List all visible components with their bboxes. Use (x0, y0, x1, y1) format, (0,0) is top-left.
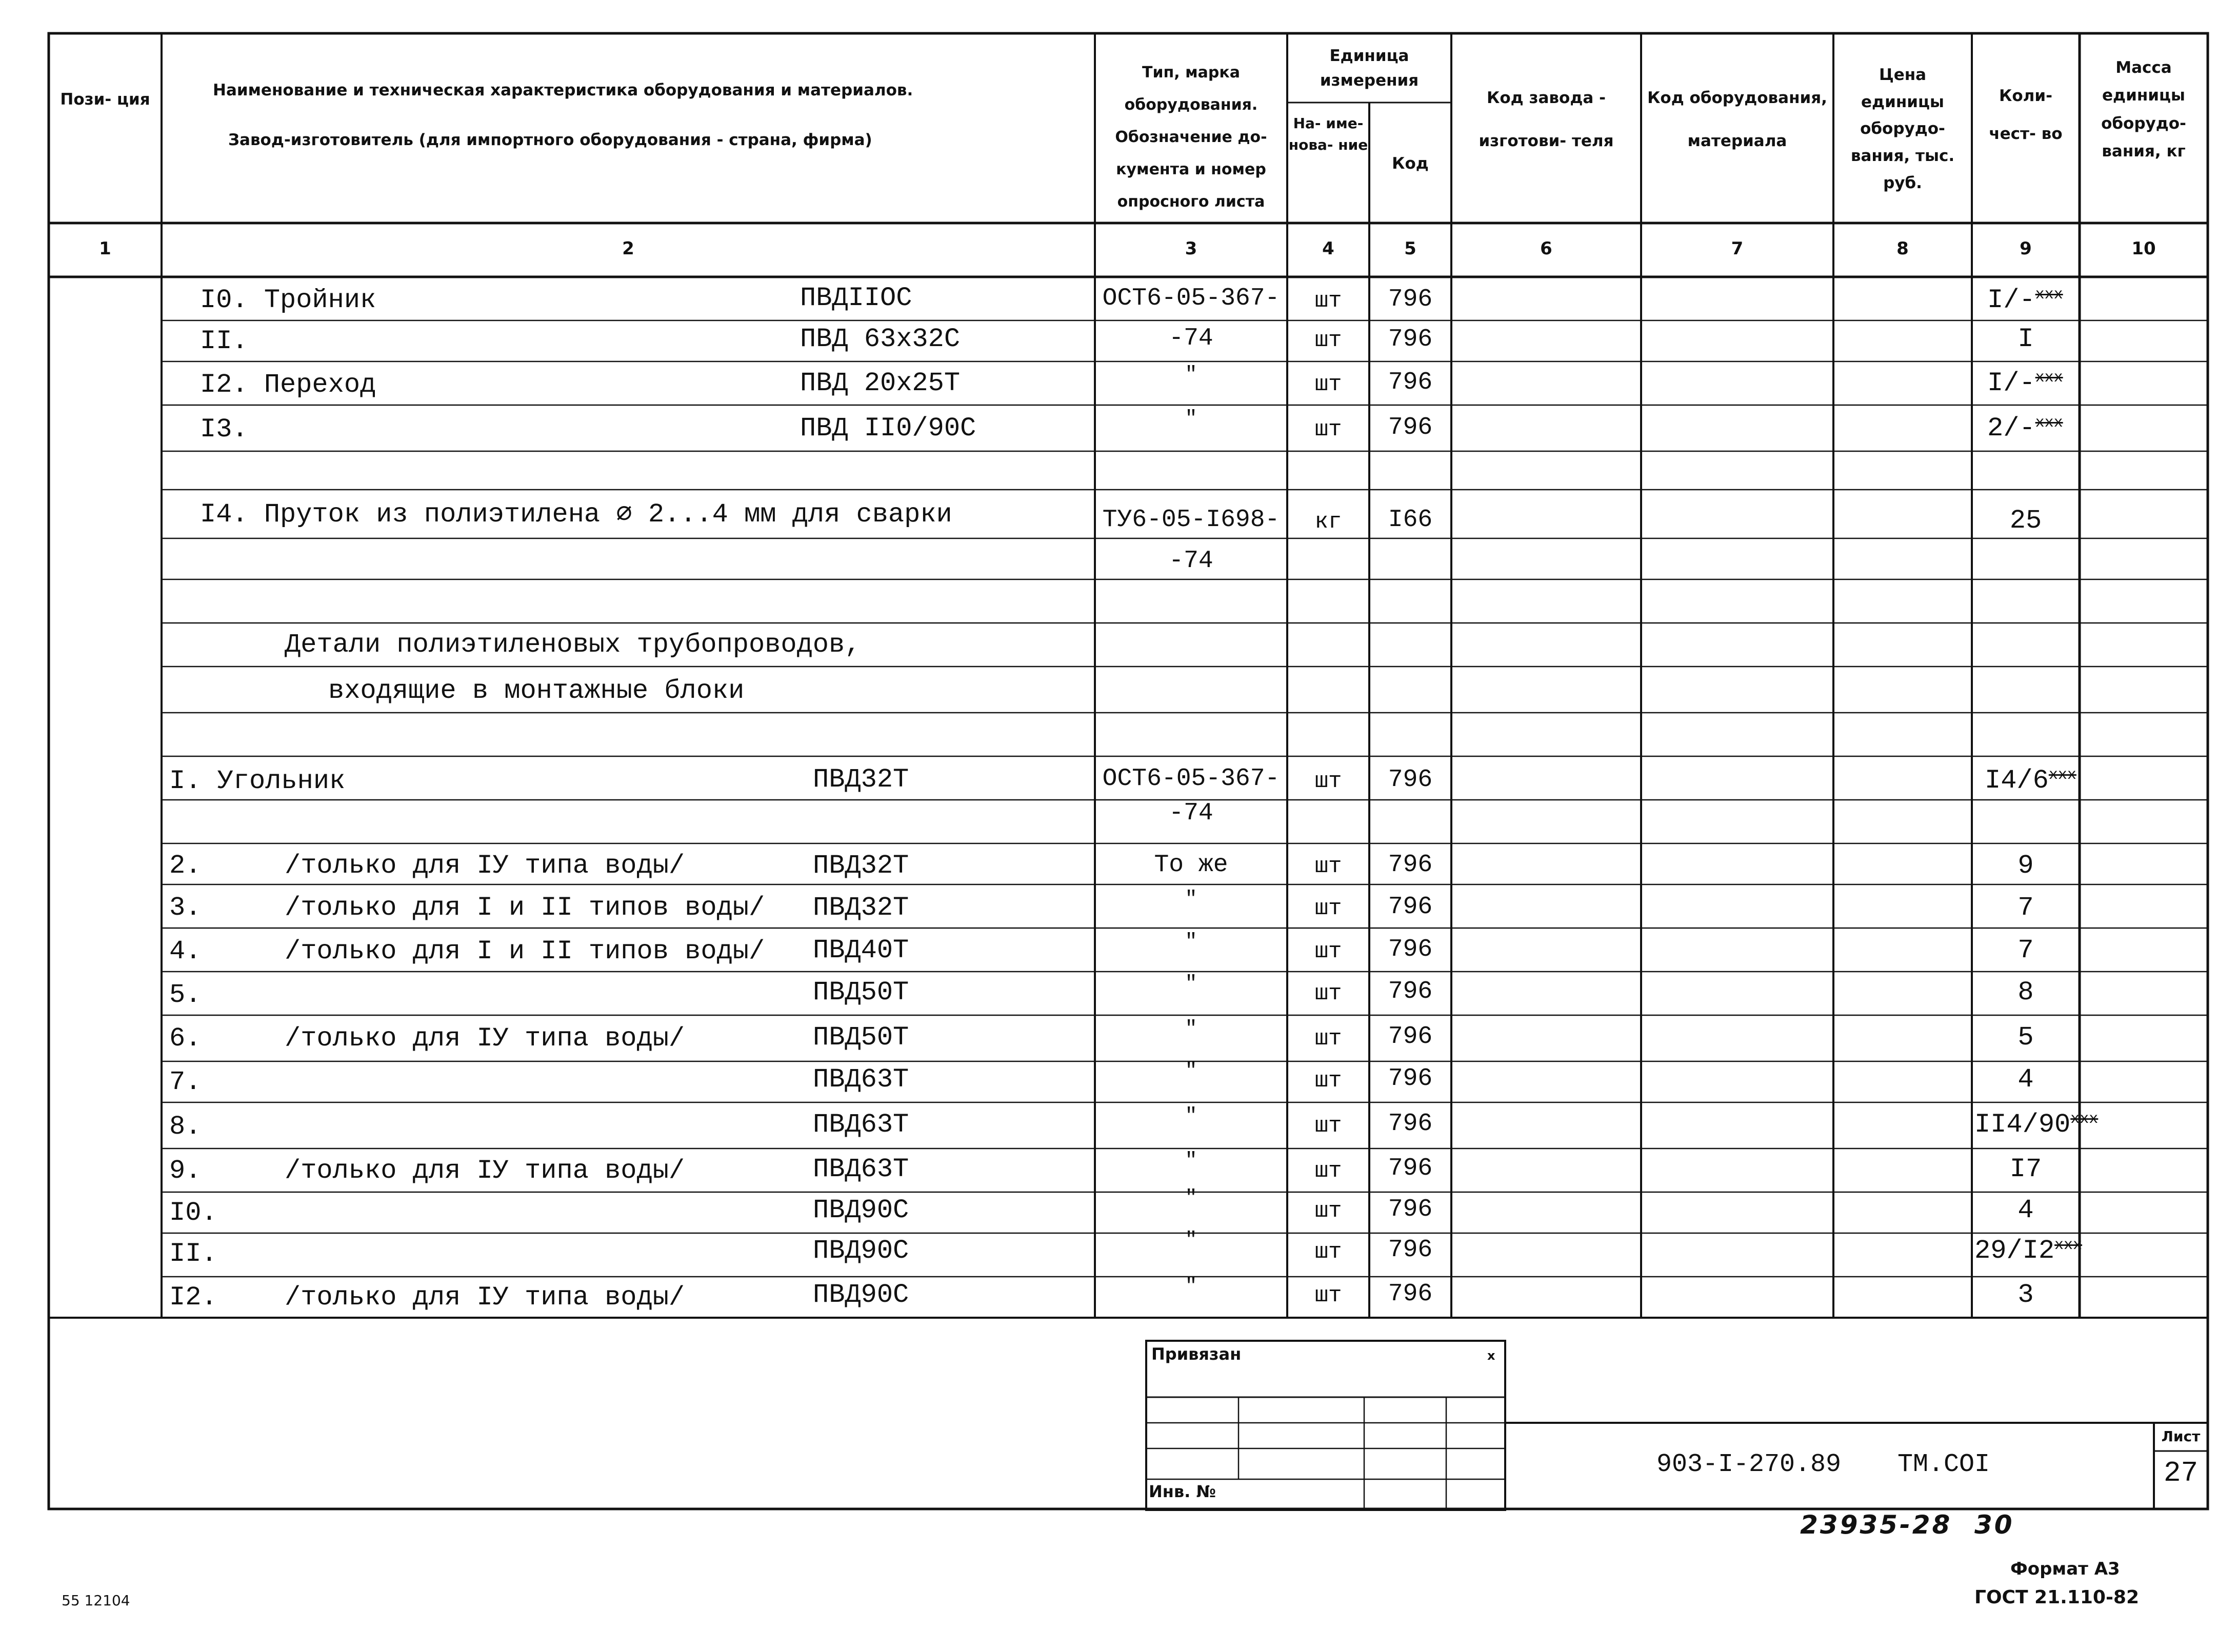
table-row-name: I. Угольник (169, 766, 346, 796)
table-row-name: II. (169, 1239, 217, 1269)
header-name-line2: Завод-изготовитель (для импортного оборудования - страна, фирма) (228, 131, 872, 149)
col-number: 3 (1185, 238, 1197, 259)
table-row-mark: ПВД50T (813, 1022, 909, 1053)
table-row-unit: шт (1314, 896, 1342, 921)
table-row-qty: 29/I2$^{xxx}$ (1974, 1236, 2083, 1266)
table-row-mark: ПВД40T (813, 935, 909, 965)
table-row-doc: -74 (1169, 547, 1213, 575)
header-unit-code: Код (1392, 154, 1429, 173)
section-subtitle: входящие в монтажные блоки (328, 676, 745, 706)
table-row-doc: " (1185, 931, 1197, 954)
table-row-name: 8. (169, 1112, 202, 1142)
table-row-name: I3. (200, 414, 248, 445)
col-number: 4 (1322, 238, 1334, 259)
table-row-doc: " (1185, 408, 1197, 431)
col-number: 7 (1731, 238, 1744, 259)
table-row-code: 796 (1388, 978, 1433, 1005)
table-row-unit: шт (1314, 328, 1342, 353)
header-unit-name: На- име- нова- ние (1288, 115, 1368, 153)
header-position: Пози- ция (60, 90, 150, 109)
table-row-qty: 4 (2018, 1195, 2034, 1225)
table-row-mark: ПВД63T (813, 1110, 909, 1140)
table-row-name: 3. (169, 893, 202, 923)
col-number: 10 (2131, 238, 2156, 259)
table-row-mark: ПВД 20x25T (800, 368, 961, 398)
table-row-name: I4. Пруток из полиэтилена ∅ 2...4 мм для сварки (200, 499, 952, 530)
table-row-unit: шт (1314, 372, 1342, 397)
table-row-mark: ПВД II0/90C (800, 413, 976, 444)
table-row-doc: То же (1154, 851, 1228, 879)
table-row-code: 796 (1388, 1110, 1433, 1138)
table-row-unit: шт (1314, 854, 1342, 879)
table-row-unit: шт (1314, 288, 1342, 314)
gost-label: ГОСТ 21.110-82 (1974, 1587, 2140, 1608)
col-number: 1 (99, 238, 111, 259)
table-row-qty: 9 (2018, 851, 2034, 881)
table-row-code: 796 (1388, 1023, 1433, 1051)
table-row-doc: " (1185, 1018, 1197, 1041)
table-row-qty: I/-$^{xxx}$ (1987, 368, 2063, 398)
table-row-name: 4. (169, 936, 202, 966)
header-unit-group: Единица измерения (1320, 47, 1419, 90)
table-row-doc: " (1185, 888, 1197, 911)
table-row-qty: 2/-$^{xxx}$ (1987, 413, 2063, 444)
table-row-unit: шт (1314, 1198, 1342, 1224)
table-row-name: 7. (169, 1067, 202, 1097)
table-row-name: 5. (169, 980, 202, 1010)
table-row-mark: ПВД32T (813, 764, 909, 795)
table-row-mark: ПВДIIOC (800, 283, 912, 313)
table-row-doc: -74 (1169, 325, 1213, 352)
table-row-unit: шт (1314, 1068, 1342, 1094)
table-row-desc: /только для IУ типа воды/ (285, 851, 685, 881)
table-row-qty: 5 (2018, 1022, 2034, 1053)
table-row-mark: ПВД90C (813, 1195, 909, 1225)
table-row-code: 796 (1388, 1196, 1433, 1223)
table-row-doc: " (1185, 364, 1197, 387)
table-row-qty: I (2018, 324, 2034, 354)
table-row-desc: /только для IУ типа воды/ (285, 1156, 685, 1186)
table-row-qty: 4 (2018, 1064, 2034, 1095)
table-row-doc: " (1185, 1187, 1197, 1210)
table-row-name: I0. (169, 1198, 217, 1228)
col-number: 2 (622, 238, 634, 259)
col-number: 9 (2020, 238, 2032, 259)
table-row-unit: шт (1314, 939, 1342, 964)
table-row-code: 796 (1388, 326, 1433, 353)
table-row-qty: 8 (2018, 977, 2034, 1008)
col-number: 6 (1540, 238, 1552, 259)
table-row-qty: I4/6$^{xxx}$ (1985, 765, 2076, 796)
table-row-doc: ОСТ6-05-367- (1102, 765, 1280, 793)
sheet-number: 27 (2163, 1457, 2199, 1489)
table-row-name: II. (200, 326, 248, 356)
table-row-code: 796 (1388, 766, 1433, 794)
table-row-mark: ПВД90C (813, 1236, 909, 1266)
table-row-desc: /только для I и II типов воды/ (285, 936, 765, 966)
table-row-unit: шт (1314, 1026, 1342, 1052)
table-row-name: 6. (169, 1023, 202, 1054)
table-row-qty: II4/90$^{xxx}$ (1974, 1110, 2099, 1140)
table-row-name: 2. (169, 851, 202, 881)
table-row-mark: ПВД32T (813, 851, 909, 881)
table-row-doc: " (1185, 1105, 1197, 1128)
table-row-unit: кг (1314, 509, 1342, 535)
table-row-name: I0. Тройник (200, 285, 376, 315)
table-row-unit: шт (1314, 1283, 1342, 1308)
table-row-mark: ПВД90C (813, 1280, 909, 1310)
table-row-code: 796 (1388, 893, 1433, 921)
table-row-code: 796 (1388, 369, 1433, 396)
col-number: 8 (1896, 238, 1909, 259)
table-row-unit: шт (1314, 1239, 1342, 1265)
header-factory-code: Код завода - изготови- теля (1479, 89, 1614, 150)
section-title: Детали полиэтиленовых трубопроводов, (285, 630, 861, 660)
table-row-code: 796 (1388, 286, 1433, 313)
table-row-code: 796 (1388, 851, 1433, 879)
x-mark: x (1487, 1348, 1495, 1363)
table-row-unit: шт (1314, 417, 1342, 442)
table-row-name: I2. (169, 1282, 217, 1313)
inventory-label: Инв. № (1149, 1482, 1216, 1501)
table-row-doc: -74 (1169, 799, 1213, 827)
document-mark: ТМ.СОI (1898, 1450, 1990, 1479)
table-row-unit: шт (1314, 981, 1342, 1006)
table-row-qty: 7 (2018, 893, 2034, 923)
sheet-label: Лист (2161, 1428, 2201, 1445)
table-row-code: 796 (1388, 1236, 1433, 1264)
table-row-qty: I7 (2009, 1154, 2042, 1184)
table-row-code: 796 (1388, 1065, 1433, 1093)
header-mass: Масса единицы оборудо- вания, кг (2101, 58, 2186, 160)
table-row-qty: 25 (2009, 506, 2042, 536)
table-row-mark: ПВД 63x32C (800, 324, 961, 354)
table-row-desc: /только для IУ типа воды/ (285, 1023, 685, 1054)
table-row-code: 796 (1388, 1280, 1433, 1308)
table-row-doc: " (1185, 973, 1197, 996)
document-code: 903-I-270.89 (1656, 1450, 1842, 1479)
header-name-line1: Наименование и техническая характеристика оборудования и материалов. (213, 81, 913, 99)
table-row-unit: шт (1314, 769, 1342, 794)
table-row-mark: ПВД63T (813, 1064, 909, 1095)
table-row-mark: ПВД50T (813, 977, 909, 1008)
col-number: 5 (1404, 238, 1416, 259)
table-row-name: I2. Переход (200, 370, 376, 400)
handwritten-number: 23935-28 (1800, 1510, 1952, 1540)
header-type: Тип, марка оборудования. Обозначение до- кумента и номер опросного листа (1115, 64, 1267, 211)
table-row-doc: ТУ6-05-I698- (1102, 506, 1280, 534)
table-row-code: 796 (1388, 936, 1433, 963)
table-row-qty: I/-$^{xxx}$ (1987, 285, 2063, 315)
privyazan-label: Привязан (1151, 1344, 1242, 1364)
handwritten-number-2: 30 (1974, 1510, 2014, 1540)
table-row-doc: ОСТ6-05-367- (1102, 285, 1280, 312)
table-row-name: 9. (169, 1156, 202, 1186)
header-price: Цена единицы оборудо- вания, тыс. руб. (1850, 66, 1955, 192)
table-row-doc: " (1185, 1229, 1197, 1252)
table-row-unit: шт (1314, 1113, 1342, 1139)
header-equipment-code: Код оборудования, материала (1647, 89, 1827, 150)
table-row-doc: " (1185, 1275, 1197, 1298)
table-row-desc: /только для I и II типов воды/ (285, 893, 765, 923)
table-row-doc: " (1185, 1150, 1197, 1173)
header-quantity: Коли- чест- во (1989, 87, 2063, 144)
table-row-mark: ПВД32T (813, 893, 909, 923)
table-row-qty: 3 (2018, 1280, 2034, 1310)
format-label: Формат А3 (2010, 1559, 2120, 1579)
corner-code: 55 12104 (62, 1592, 130, 1609)
table-row-qty: 7 (2018, 935, 2034, 965)
table-row-doc: " (1185, 1060, 1197, 1083)
table-row-code: 796 (1388, 1155, 1433, 1182)
table-row-code: 796 (1388, 414, 1433, 441)
table-row-mark: ПВД63T (813, 1154, 909, 1184)
table-row-code: I66 (1388, 506, 1433, 534)
table-row-desc: /только для IУ типа воды/ (285, 1282, 685, 1313)
table-row-unit: шт (1314, 1158, 1342, 1184)
